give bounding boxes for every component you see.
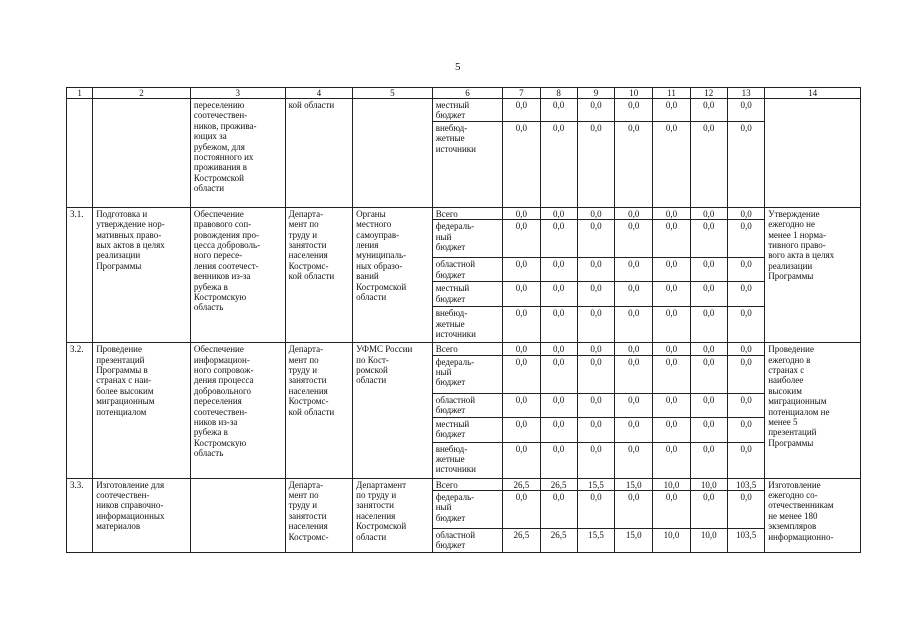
executor-cell: Департа- мент по труду и занятости населения Костромс- кой области [285, 207, 353, 342]
amount-cell: 0,0 [540, 282, 577, 307]
amount-cell: 0,0 [577, 355, 614, 393]
amount-cell: 0,0 [503, 121, 540, 207]
amount-cell: 15,5 [577, 478, 614, 490]
amount-cell: 0,0 [653, 220, 690, 258]
amount-cell: 0,0 [653, 121, 690, 207]
amount-cell: 0,0 [615, 491, 653, 529]
amount-cell: 0,0 [577, 207, 614, 219]
amount-cell: 0,0 [615, 99, 653, 122]
amount-cell: 0,0 [503, 355, 540, 393]
amount-cell: 103,5 [727, 529, 764, 553]
amount-cell: 0,0 [727, 393, 764, 417]
amount-cell: 0,0 [540, 121, 577, 207]
activity-goal-cell: переселению соотечествен- ников, прожива- ющих за рубежом, для постоянного их проживания в Костромской области [190, 99, 285, 208]
amount-cell: 26,5 [503, 478, 540, 490]
column-number-header: 12 [690, 88, 727, 99]
co-executor-cell: УФМС России по Кост- ромской области [353, 343, 433, 478]
column-number-header: 6 [432, 88, 503, 99]
funding-source-cell: внебюд- жетные источники [432, 442, 503, 478]
amount-cell: 0,0 [577, 220, 614, 258]
amount-cell: 0,0 [690, 307, 727, 343]
amount-cell: 0,0 [503, 220, 540, 258]
amount-cell: 0,0 [503, 207, 540, 219]
activity-goal-cell: Обеспечение информацион- ного сопровож- дения процесса добровольного переселения соотечествен- ников из-за рубежа в Костромскую область [190, 343, 285, 478]
funding-source-cell: федераль- ный бюджет [432, 220, 503, 258]
activity-goal-cell [190, 478, 285, 552]
amount-cell: 0,0 [615, 417, 653, 442]
activity-name-cell [93, 99, 191, 208]
funding-source-cell: федераль- ный бюджет [432, 355, 503, 393]
amount-cell: 0,0 [503, 417, 540, 442]
column-number-header: 5 [353, 88, 433, 99]
amount-cell: 0,0 [727, 121, 764, 207]
column-number-header: 7 [503, 88, 540, 99]
column-number-header: 1 [67, 88, 93, 99]
amount-cell: 10,0 [653, 529, 690, 553]
column-number-header: 9 [577, 88, 614, 99]
activity-goal-cell: Обеспечение правового соп- ровождения про- цесса доброволь- ного пересе- ления соотечест- венников из-за рубежа в Костромскую область [190, 207, 285, 342]
amount-cell: 0,0 [690, 343, 727, 355]
amount-cell: 0,0 [727, 442, 764, 478]
column-number-header: 10 [615, 88, 653, 99]
amount-cell: 0,0 [727, 343, 764, 355]
amount-cell: 0,0 [690, 121, 727, 207]
amount-cell: 0,0 [690, 258, 727, 282]
amount-cell: 0,0 [540, 258, 577, 282]
amount-cell: 0,0 [653, 307, 690, 343]
amount-cell: 0,0 [615, 121, 653, 207]
funding-source-cell: внебюд- жетные источники [432, 121, 503, 207]
amount-cell: 0,0 [615, 393, 653, 417]
amount-cell: 0,0 [690, 207, 727, 219]
amount-cell: 0,0 [690, 99, 727, 122]
co-executor-cell [353, 99, 433, 208]
column-number-header: 8 [540, 88, 577, 99]
amount-cell: 0,0 [503, 491, 540, 529]
expected-result-cell [765, 99, 861, 208]
amount-cell: 10,0 [690, 478, 727, 490]
table-row [67, 478, 861, 490]
column-number-header: 13 [727, 88, 764, 99]
expected-result-cell: Изготовление ежегодно со- отечественникам не менее 180 экземпляров информационно- [765, 478, 861, 552]
amount-cell: 15,5 [577, 529, 614, 553]
amount-cell: 0,0 [577, 307, 614, 343]
column-number-header: 2 [93, 88, 191, 99]
amount-cell: 26,5 [540, 478, 577, 490]
amount-cell: 0,0 [615, 355, 653, 393]
executor-cell: Департа- мент по труду и занятости населения Костромс- кой области [285, 343, 353, 478]
co-executor-cell: Органы местного самоуправ- ления муниципаль- ных образо- ваний Костромской области [353, 207, 433, 342]
amount-cell: 0,0 [690, 355, 727, 393]
amount-cell: 0,0 [653, 282, 690, 307]
amount-cell: 0,0 [577, 491, 614, 529]
amount-cell: 0,0 [577, 121, 614, 207]
column-number-header: 4 [285, 88, 353, 99]
amount-cell: 0,0 [727, 307, 764, 343]
activity-name-cell: Проведение презентаций Программы в странах с наи- более высоким миграционным потенциалом [93, 343, 191, 478]
amount-cell: 0,0 [615, 282, 653, 307]
amount-cell: 0,0 [653, 442, 690, 478]
funding-source-cell: внебюд- жетные источники [432, 307, 503, 343]
column-number-header: 14 [765, 88, 861, 99]
funding-source-cell: Всего [432, 207, 503, 219]
amount-cell: 0,0 [727, 207, 764, 219]
executor-cell: кой области [285, 99, 353, 208]
amount-cell: 0,0 [540, 355, 577, 393]
amount-cell: 0,0 [615, 258, 653, 282]
amount-cell: 0,0 [690, 393, 727, 417]
item-number-cell [67, 99, 93, 208]
amount-cell: 0,0 [540, 307, 577, 343]
amount-cell: 0,0 [653, 393, 690, 417]
column-number-header: 3 [190, 88, 285, 99]
amount-cell: 0,0 [540, 220, 577, 258]
amount-cell: 0,0 [615, 220, 653, 258]
amount-cell: 0,0 [577, 99, 614, 122]
amount-cell: 103,5 [727, 478, 764, 490]
amount-cell: 0,0 [727, 417, 764, 442]
funding-source-cell: Всего [432, 478, 503, 490]
amount-cell: 0,0 [727, 491, 764, 529]
amount-cell: 10,0 [690, 529, 727, 553]
amount-cell: 0,0 [653, 491, 690, 529]
amount-cell: 0,0 [577, 282, 614, 307]
amount-cell: 0,0 [540, 442, 577, 478]
amount-cell: 10,0 [653, 478, 690, 490]
amount-cell: 0,0 [615, 307, 653, 343]
amount-cell: 15,0 [615, 529, 653, 553]
funding-source-cell: местный бюджет [432, 417, 503, 442]
amount-cell: 15,0 [615, 478, 653, 490]
funding-source-cell: местный бюджет [432, 282, 503, 307]
item-number-cell: 3.1. [67, 207, 93, 342]
column-number-row [67, 88, 861, 99]
amount-cell: 0,0 [690, 491, 727, 529]
page-number: 5 [455, 61, 461, 73]
amount-cell: 0,0 [690, 442, 727, 478]
amount-cell: 0,0 [727, 258, 764, 282]
amount-cell: 0,0 [503, 442, 540, 478]
activity-name-cell: Изготовление для соотечествен- ников справочно- информационных материалов [93, 478, 191, 552]
funding-source-cell: областной бюджет [432, 393, 503, 417]
amount-cell: 0,0 [615, 207, 653, 219]
amount-cell: 0,0 [690, 417, 727, 442]
amount-cell: 0,0 [653, 417, 690, 442]
amount-cell: 0,0 [503, 282, 540, 307]
co-executor-cell: Департамент по труду и занятости населения Костромской области [353, 478, 433, 552]
table-row [67, 207, 861, 219]
amount-cell: 0,0 [503, 99, 540, 122]
executor-cell: Департа- мент по труду и занятости населения Костромс- [285, 478, 353, 552]
amount-cell: 0,0 [577, 343, 614, 355]
amount-cell: 0,0 [727, 282, 764, 307]
expected-result-cell: Утверждение ежегодно не менее 1 норма- тивного право- вого акта в целях реализации Программы [765, 207, 861, 342]
amount-cell: 0,0 [615, 442, 653, 478]
activity-name-cell: Подготовка и утверждение нор- мативных право- вых актов в целях реализации Программы [93, 207, 191, 342]
amount-cell: 0,0 [653, 355, 690, 393]
funding-source-cell: областной бюджет [432, 258, 503, 282]
amount-cell: 0,0 [540, 343, 577, 355]
funding-source-cell: местный бюджет [432, 99, 503, 122]
amount-cell: 0,0 [727, 355, 764, 393]
amount-cell: 0,0 [540, 393, 577, 417]
amount-cell: 26,5 [540, 529, 577, 553]
amount-cell: 0,0 [727, 99, 764, 122]
item-number-cell: 3.3. [67, 478, 93, 552]
item-number-cell: 3.2. [67, 343, 93, 478]
amount-cell: 26,5 [503, 529, 540, 553]
amount-cell: 0,0 [540, 99, 577, 122]
program-activities-table [66, 87, 861, 553]
amount-cell: 0,0 [577, 393, 614, 417]
amount-cell: 0,0 [540, 491, 577, 529]
table-row [67, 99, 861, 122]
amount-cell: 0,0 [577, 258, 614, 282]
amount-cell: 0,0 [653, 207, 690, 219]
amount-cell: 0,0 [653, 99, 690, 122]
table-row [67, 343, 861, 355]
funding-source-cell: областной бюджет [432, 529, 503, 553]
amount-cell: 0,0 [727, 220, 764, 258]
amount-cell: 0,0 [653, 343, 690, 355]
funding-source-cell: федераль- ный бюджет [432, 491, 503, 529]
amount-cell: 0,0 [690, 282, 727, 307]
amount-cell: 0,0 [577, 417, 614, 442]
amount-cell: 0,0 [615, 343, 653, 355]
amount-cell: 0,0 [690, 220, 727, 258]
amount-cell: 0,0 [503, 343, 540, 355]
expected-result-cell: Проведение ежегодно в странах с наиболее высоким миграционным потенциалом не менее 5 презентаций Программы [765, 343, 861, 478]
funding-source-cell: Всего [432, 343, 503, 355]
amount-cell: 0,0 [503, 307, 540, 343]
amount-cell: 0,0 [577, 442, 614, 478]
column-number-header: 11 [653, 88, 690, 99]
amount-cell: 0,0 [503, 393, 540, 417]
amount-cell: 0,0 [540, 207, 577, 219]
amount-cell: 0,0 [503, 258, 540, 282]
amount-cell: 0,0 [540, 417, 577, 442]
amount-cell: 0,0 [653, 258, 690, 282]
